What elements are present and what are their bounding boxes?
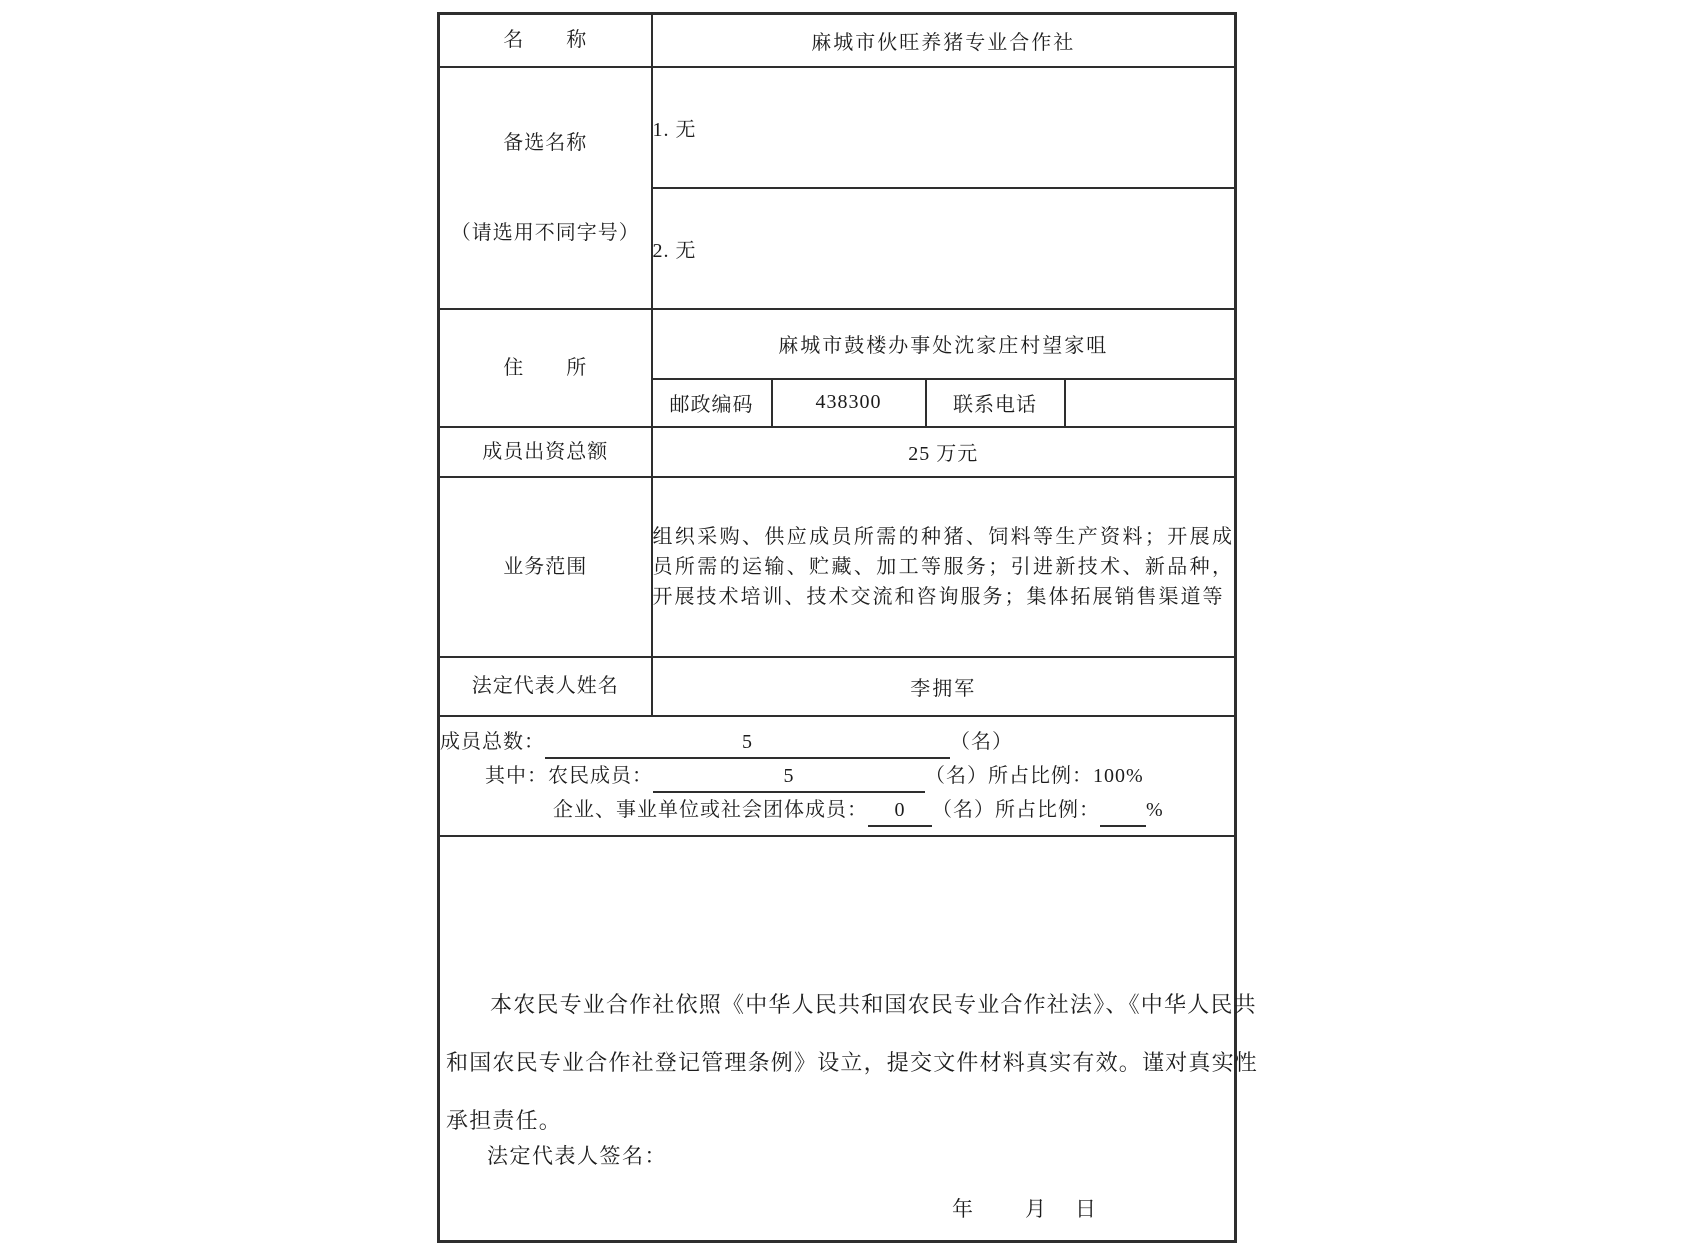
registration-form-table (437, 12, 1259, 1243)
postal-code-label: 邮政编码 (652, 379, 772, 427)
name-label: 名 称 (439, 14, 652, 67)
alt-name-option-2: 2. 无 (652, 188, 1236, 309)
members-section (439, 716, 1236, 836)
members-farmer-label: 其中：农民成员： (485, 764, 653, 787)
members-org-line (553, 793, 1234, 827)
date-line (952, 1193, 1096, 1223)
declaration-line-3: 承担责任。 (446, 1108, 563, 1134)
business-scope-value: 组织采购、供应成员所需的种猪、饲料等生产资料；开展成员所需的运输、贮藏、加工等服务；引进新技术、新品种，开展技术培训、技术交流和咨询服务；集体拓展销售渠道等 (652, 477, 1236, 657)
date-day-label: 日 (1075, 1196, 1096, 1221)
members-total-line (440, 725, 1234, 759)
declaration-line-1: 本农民专业合作社依照《中华人民共和国农民专业合作社法》、《中华人民共 (490, 992, 1257, 1018)
capital-label: 成员出资总额 (439, 427, 652, 477)
members-total-label: 成员总数： (440, 730, 545, 753)
members-farmer-line (485, 759, 1234, 793)
declaration-paragraph (440, 926, 1259, 1150)
legal-rep-name-label: 法定代表人姓名 (439, 657, 652, 716)
address-label: 住 所 (439, 309, 652, 427)
members-total-unit: （名） (950, 730, 1013, 753)
postal-code-value: 438300 (772, 379, 926, 427)
members-farmer-unit: （名）所占比例： (925, 764, 1093, 787)
phone-label: 联系电话 (926, 379, 1065, 427)
date-year-label: 年 (952, 1196, 973, 1221)
members-total-value-underline: 5 (545, 727, 950, 759)
capital-value: 25 万元 (652, 427, 1236, 477)
members-org-label: 企业、事业单位或社会团体成员： (553, 798, 868, 821)
members-org-unit: （名）所占比例： (932, 798, 1100, 821)
alt-name-option-1: 1. 无 (652, 67, 1236, 188)
name-value: 麻城市伙旺养猪专业合作社 (652, 14, 1236, 67)
members-farmer-ratio: 100% (1093, 764, 1144, 787)
phone-value (1065, 379, 1236, 427)
declaration-line-2: 和国农民专业合作社登记管理条例》设立，提交文件材料真实有效。谨对真实性 (446, 1050, 1259, 1076)
members-org-value-underline: 0 (868, 795, 932, 827)
legal-rep-name-value: 李拥军 (652, 657, 1236, 716)
signature-label: 法定代表人签名： (487, 1143, 667, 1168)
members-percent-sign: % (1146, 798, 1164, 821)
alt-names-label-line1: 备选名称 (503, 131, 588, 154)
members-farmer-value-underline: 5 (653, 761, 925, 793)
members-org-ratio-underline (1100, 795, 1146, 827)
alt-names-label-line2: （请选用不同字号） (450, 221, 640, 244)
alt-names-label (439, 67, 652, 309)
date-month-label: 月 (1025, 1196, 1046, 1221)
address-value: 麻城市鼓楼办事处沈家庄村望家咀 (652, 309, 1236, 379)
business-scope-label: 业务范围 (439, 477, 652, 657)
declaration-section (439, 836, 1259, 1242)
